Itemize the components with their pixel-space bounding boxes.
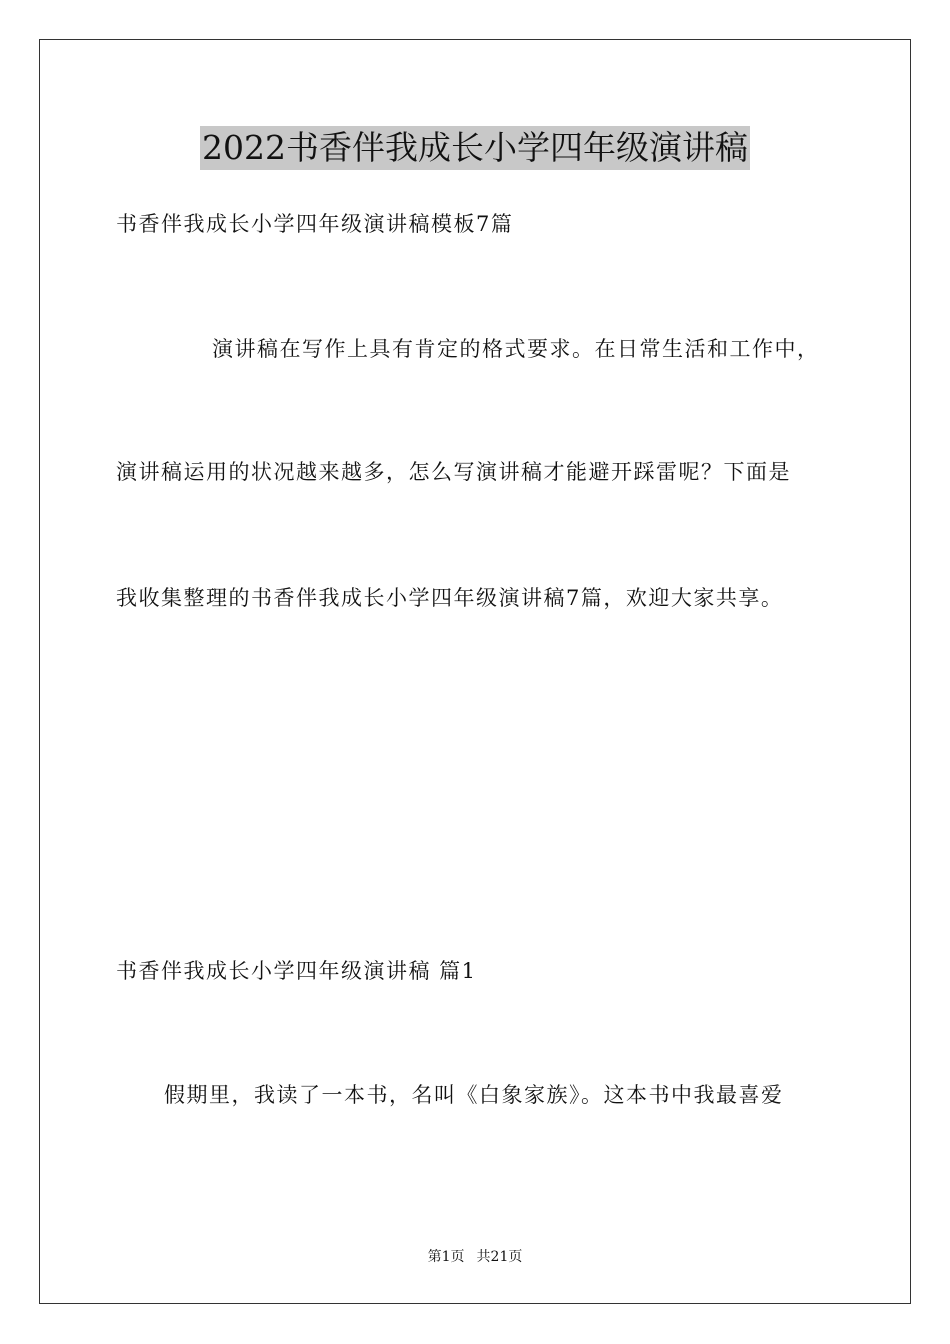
page-total: 共21页 — [476, 1249, 523, 1265]
section-heading: 书香伴我成长小学四年级演讲稿 篇1 — [116, 959, 477, 983]
intro-line-1: 演讲稿在写作上具有肯定的格式要求。在日常生活和工作中， — [212, 337, 820, 361]
title-container — [0, 126, 950, 170]
section-paragraph-line-1: 假期里，我读了一本书，名叫《白象家族》。这本书中我最喜爱 — [164, 1083, 784, 1107]
intro-line-3: 我收集整理的书香伴我成长小学四年级演讲稿7篇，欢迎大家共享。 — [116, 586, 784, 610]
document-subtitle: 书香伴我成长小学四年级演讲稿模板7篇 — [116, 212, 514, 236]
intro-line-2: 演讲稿运用的状况越来越多，怎么写演讲稿才能避开踩雷呢？下面是 — [116, 460, 791, 484]
page-footer — [0, 1247, 950, 1267]
page-number: 第1页 — [427, 1249, 465, 1265]
document-title: 2022书香伴我成长小学四年级演讲稿 — [200, 126, 750, 170]
